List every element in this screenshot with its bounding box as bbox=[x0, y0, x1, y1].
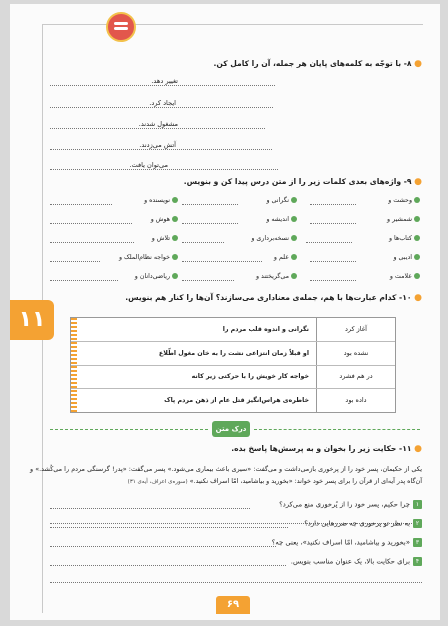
story-source: (سوره‌ی اعراف، آیه‌ی ۳۱) bbox=[127, 479, 188, 485]
answer-line[interactable] bbox=[50, 169, 278, 170]
workbook-page bbox=[10, 4, 440, 620]
q11-question-1 bbox=[279, 500, 422, 509]
answer-line[interactable] bbox=[50, 527, 288, 528]
answer-line[interactable] bbox=[50, 582, 422, 583]
q9-word: می‌گریختند و bbox=[256, 273, 297, 280]
answer-line[interactable] bbox=[182, 223, 238, 224]
answer-line[interactable] bbox=[310, 223, 356, 224]
bullet-icon: ● bbox=[414, 293, 422, 303]
number-badge: ۲ bbox=[413, 519, 422, 528]
table-cell-left: نگرانی و اندوه قلب مردم را bbox=[222, 326, 309, 333]
q8-phrase-2: ایجاد کرد. bbox=[149, 99, 176, 107]
answer-line[interactable] bbox=[50, 149, 272, 150]
answer-line[interactable] bbox=[182, 242, 224, 243]
table-cell-left: او قبلاً زمان انتزاعی نشت را به خان مغول اطّلاع bbox=[158, 350, 309, 357]
table-cell-left: خواجه کار خویش را با حرکتی زیر کانه bbox=[191, 373, 309, 380]
q9-word: نگرانی و bbox=[267, 197, 298, 204]
section-banner: درک متن bbox=[212, 421, 250, 437]
bullet-icon bbox=[172, 273, 178, 279]
bullet-icon: ● bbox=[414, 177, 422, 187]
answer-line[interactable] bbox=[50, 85, 275, 86]
bullet-icon bbox=[172, 216, 178, 222]
answer-line[interactable] bbox=[182, 204, 238, 205]
q9-word: علامت و bbox=[390, 273, 420, 280]
q9-word: هوش و bbox=[151, 216, 178, 223]
answer-line[interactable] bbox=[310, 280, 356, 281]
question-text: چرا حکیم، پسر خود را از پُرخوری منع می‌کرد؟ bbox=[279, 500, 410, 509]
answer-line[interactable] bbox=[50, 223, 132, 224]
bullet-icon bbox=[172, 254, 178, 260]
question-text: به نظر تو پرخوری چه ضررهایی دارد؟ bbox=[304, 519, 410, 528]
q9-word: ادیبی و bbox=[394, 254, 421, 261]
q9-word: تلاش و bbox=[152, 235, 178, 242]
q9-title-text: ۹- واژه‌های بعدی کلمات زیر را از متن درس پیدا کن و بنویس. bbox=[183, 177, 412, 186]
q11-question-4 bbox=[291, 557, 422, 566]
q9-word: وحشت و bbox=[388, 197, 420, 204]
bullet-icon bbox=[291, 216, 297, 222]
number-badge: ۱ bbox=[413, 500, 422, 509]
q9-word: اندیشه و bbox=[266, 216, 297, 223]
bullet-icon: ● bbox=[414, 444, 422, 454]
chapter-tab: ۱۱ bbox=[10, 300, 54, 340]
page-number: ۶۹ bbox=[216, 596, 250, 614]
number-badge: ۳ bbox=[413, 538, 422, 547]
table-cell-right: در هم فشرد bbox=[339, 372, 373, 380]
bullet-icon bbox=[291, 273, 297, 279]
story-text bbox=[30, 463, 422, 488]
publisher-logo-icon bbox=[106, 12, 136, 42]
story-body: یکی از حکیمان، پسر خود را از پرخوری بازمی‌داشت و می‌گفت: «سیری باعث بیماری می‌شود.» پسر می‌گفت: «پدر! گرسنگی مردم را می‌کُشد.» و آن‌گاه پدر آیه‌ای از قرآن را برای پسر خود خواند: «بخورید و بیاشامید، امّا اسراف نکنید.» bbox=[30, 465, 422, 485]
bullet-icon bbox=[414, 197, 420, 203]
q11-title-text: ۱۱- حکایت زیر را بخوان و به پرسش‌ها پاسخ بده. bbox=[231, 444, 412, 453]
q10-title bbox=[125, 293, 422, 303]
bullet-icon bbox=[291, 197, 297, 203]
q8-phrase-3: مشغول شدند. bbox=[138, 120, 178, 128]
table-cell-right: آغاز کرد bbox=[345, 325, 367, 333]
bullet-icon bbox=[172, 235, 178, 241]
answer-line[interactable] bbox=[182, 280, 234, 281]
q8-phrase-5: می‌توان یافت. bbox=[129, 161, 168, 169]
answer-line[interactable] bbox=[50, 204, 112, 205]
table-cell-left: خاطره‌ی هراس‌انگیز قتل عام از ذهن مردم پاک bbox=[164, 397, 309, 404]
q11-title bbox=[231, 444, 422, 454]
answer-line[interactable] bbox=[50, 546, 276, 547]
q8-title bbox=[214, 59, 423, 69]
q9-word: کتاب‌ها و bbox=[389, 235, 420, 242]
question-text: برای حکایت بالا، یک عنوان مناسب بنویس. bbox=[290, 557, 410, 566]
q9-title bbox=[184, 177, 422, 187]
q10-title-text: ۱۰- کدام عبارت‌ها با هم، جمله‌ی معناداری می‌سازند؟ آن‌ها را کنار هم بنویس. bbox=[125, 293, 412, 302]
bullet-icon bbox=[172, 197, 178, 203]
q9-word: ریاضی‌دانان و bbox=[135, 273, 178, 280]
bullet-icon bbox=[291, 254, 297, 260]
table-cell-right: نشده بود bbox=[343, 349, 369, 357]
q8-phrase-1: تغییر دهد. bbox=[151, 77, 178, 85]
answer-line[interactable] bbox=[50, 107, 273, 108]
answer-line[interactable] bbox=[306, 242, 352, 243]
answer-line[interactable] bbox=[50, 508, 250, 509]
bullet-icon bbox=[414, 273, 420, 279]
answer-line[interactable] bbox=[182, 261, 262, 262]
table-cell-right: داده بود bbox=[345, 396, 367, 404]
matching-table bbox=[70, 317, 396, 413]
bullet-icon bbox=[414, 235, 420, 241]
answer-line[interactable] bbox=[310, 204, 356, 205]
q8-title-text: ۸- با توجّه به کلمه‌های پایان هر جمله، آن را کامل کن. bbox=[213, 59, 412, 68]
question-text: «بخورید و بیاشامید، امّا اسراف نکنید»، یعنی چه؟ bbox=[271, 538, 410, 547]
answer-line[interactable] bbox=[50, 261, 100, 262]
bullet-icon bbox=[291, 235, 297, 241]
answer-line[interactable] bbox=[50, 242, 134, 243]
banner-rule bbox=[50, 429, 208, 430]
q9-word: خواجه نظام‌الملک و bbox=[119, 254, 178, 261]
bullet-icon bbox=[414, 216, 420, 222]
q9-word: نویسنده و bbox=[144, 197, 178, 204]
q9-word: نسخه‌برداری و bbox=[251, 235, 297, 242]
q8-phrase-4: آتش می‌زدند. bbox=[139, 141, 176, 149]
number-badge: ۴ bbox=[413, 557, 422, 566]
q9-word: شمشیر و bbox=[387, 216, 420, 223]
q9-word: علم و bbox=[274, 254, 297, 261]
answer-line[interactable] bbox=[310, 261, 356, 262]
q11-question-2 bbox=[304, 519, 422, 528]
answer-line[interactable] bbox=[50, 565, 286, 566]
bullet-icon bbox=[414, 254, 420, 260]
bullet-icon: ● bbox=[414, 59, 422, 69]
answer-line[interactable] bbox=[50, 280, 118, 281]
answer-line[interactable] bbox=[50, 128, 265, 129]
banner-rule bbox=[254, 429, 420, 430]
q11-question-3 bbox=[272, 538, 422, 547]
